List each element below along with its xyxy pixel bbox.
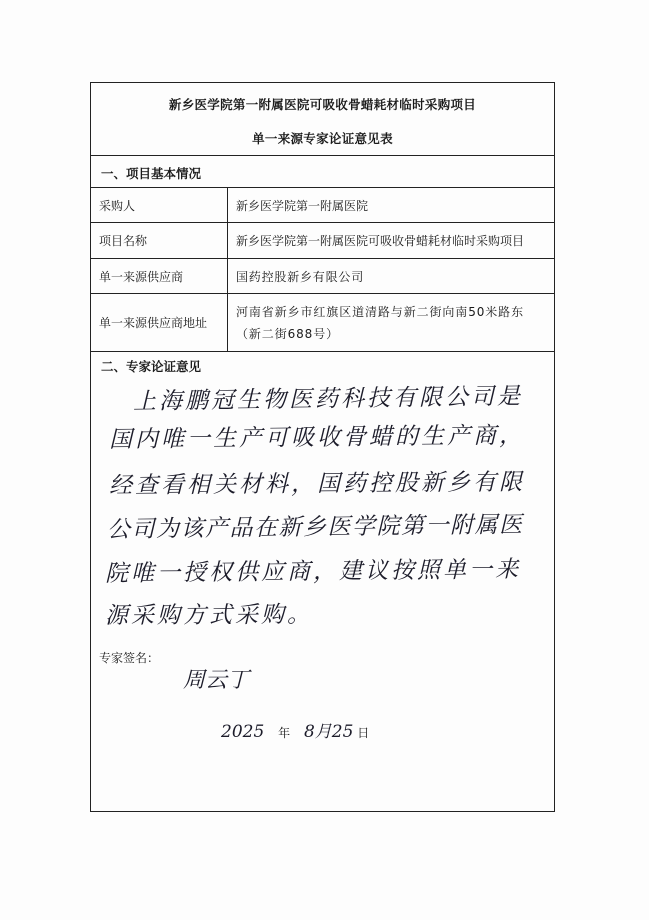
purchaser-value: 新乡医学院第一附属医院 bbox=[236, 198, 369, 213]
opinion-line: 经查看相关材料，国药控股新乡有限 bbox=[108, 469, 526, 499]
supplier-address-value bbox=[236, 294, 548, 351]
section1-header-row bbox=[91, 156, 554, 188]
supplier-value: 国药控股新乡有限公司 bbox=[236, 269, 365, 284]
purchaser-label: 采购人 bbox=[91, 188, 228, 222]
form-title: 新乡医学院第一附属医院可吸收骨蜡耗材临时采购项目 bbox=[168, 97, 477, 112]
section1-heading: 一、项目基本情况 bbox=[101, 166, 202, 181]
date-year-unit: 年 bbox=[278, 726, 291, 740]
signature-label: 专家签名： bbox=[99, 651, 160, 665]
date-year: 2025 bbox=[221, 722, 265, 742]
supplier-address-line1: 河南省新乡市红旗区道清路与新二街向南50米路东 bbox=[236, 304, 524, 319]
row-project-name bbox=[91, 223, 554, 259]
opinion-line: 公司为该产品在新乡医学院第一附属医 bbox=[106, 511, 524, 543]
row-supplier bbox=[91, 259, 554, 294]
supplier-label: 单一来源供应商 bbox=[91, 259, 228, 293]
supplier-address-label: 单一来源供应商地址 bbox=[91, 294, 228, 351]
form-title-block bbox=[91, 83, 554, 156]
signature-date bbox=[221, 717, 369, 742]
section2-heading: 二、专家论证意见 bbox=[101, 359, 202, 374]
row-purchaser bbox=[91, 188, 554, 223]
opinion-line: 国内唯一生产可吸收骨蜡的生产商， bbox=[108, 422, 526, 453]
opinion-line: 源采购方式采购。 bbox=[104, 601, 314, 629]
expert-opinion-form bbox=[90, 82, 555, 812]
expert-signature: 周云丁 bbox=[183, 668, 250, 693]
project-name-label: 项目名称 bbox=[91, 223, 228, 258]
opinion-line: 院唯一授权供应商，建议按照单一来 bbox=[104, 556, 522, 587]
date-month-day: 8月25 bbox=[303, 722, 354, 742]
row-supplier-address bbox=[91, 294, 554, 352]
form-subtitle: 单一来源专家论证意见表 bbox=[252, 131, 393, 146]
opinion-line: 上海鹏冠生物医药科技有限公司是 bbox=[132, 383, 524, 415]
date-day-unit: 日 bbox=[357, 726, 370, 740]
project-name-value: 新乡医学院第一附属医院可吸收骨蜡耗材临时采购项目 bbox=[236, 234, 525, 248]
supplier-address-line2: （新二街688号） bbox=[236, 326, 340, 341]
